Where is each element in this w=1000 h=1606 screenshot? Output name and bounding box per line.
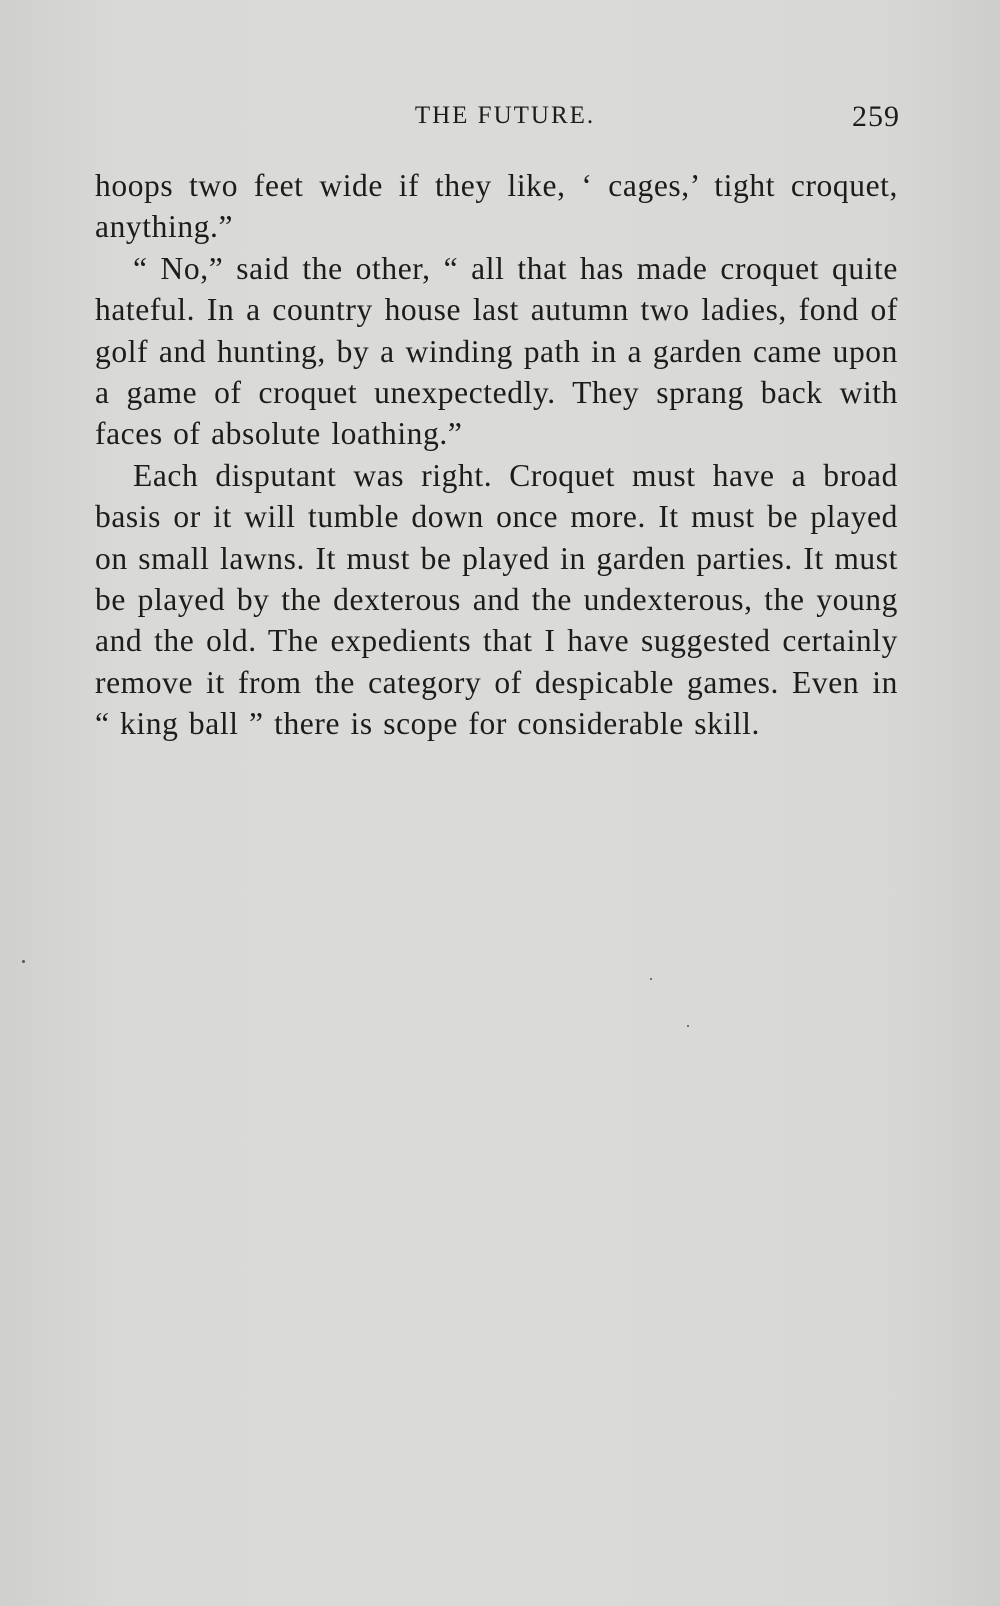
paper-speck: [650, 978, 652, 980]
running-head: [95, 100, 900, 136]
running-title: THE FUTURE.: [414, 102, 596, 129]
paragraph: hoops two feet wide if they like, ‘ cages,’ tight croquet, anything.”: [95, 168, 898, 245]
paragraph: “ No,” said the other, “ all that has made croquet quite hateful. In a country house last autumn two ladies, fond of golf and hunting, by a winding path in a garden came upon a game of croquet unexpectedly. They sprang back with faces of absolute loathing.”: [95, 250, 898, 452]
body-text: [95, 165, 898, 745]
paper-speck: [687, 1025, 689, 1027]
paper-speck: [22, 960, 25, 963]
page-number: 259: [852, 100, 900, 133]
paragraph: Each disputant was right. Croquet must have a broad basis or it will tumble down once more. It must be played on small lawns. It must be played in garden parties. It must be played by the dexterous and the undexterous, the young and the old. The expedients that I have suggested certainly remove it from the category of despicable games. Even in “ king ball ” there is scope for considerable skill.: [95, 457, 898, 742]
